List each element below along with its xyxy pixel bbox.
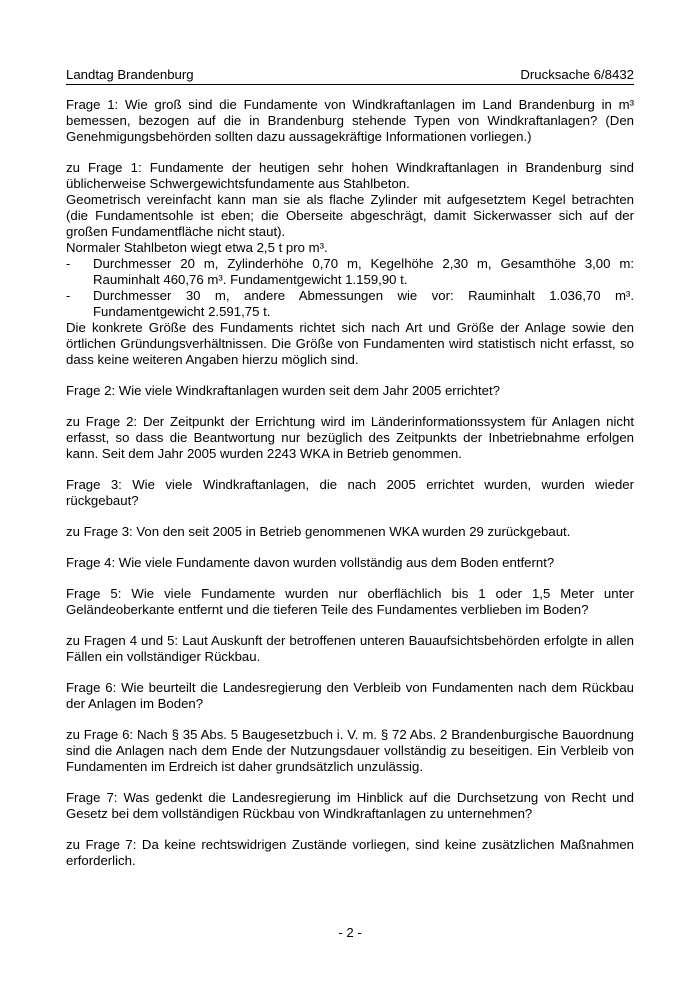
answer-1-outro: Die konkrete Größe des Fundaments richtet sich nach Art und Größe der Anlage sowie den örtlichen Gründungsverhältnissen. Die Größe von Fundamenten wird statistisch nicht erfasst, so dass keine weiteren Angaben hierzu möglich sind. <box>66 320 634 367</box>
answer-2: zu Frage 2: Der Zeitpunkt der Errichtung wird im Länderinformationssystem für Anlagen nicht erfasst, so dass die Beantwortung nur bezüglich des Zeitpunkts der Inbetriebnahme erfolgen kann. Seit dem Jahr 2005 wurden 2243 WKA in Betrieb genommen. <box>66 414 634 461</box>
question-3: Frage 3: Wie viele Windkraftanlagen, die nach 2005 errichtet wurden, wurden wieder rückgebaut? <box>66 477 634 508</box>
question-7: Frage 7: Was gedenkt die Landesregierung im Hinblick auf die Durchsetzung von Recht und Gesetz bei dem vollständigen Rückbau von Windkraftanlagen zu unternehmen? <box>66 790 634 821</box>
list-item <box>66 256 634 288</box>
list-item <box>66 288 634 320</box>
header-title: Landtag Brandenburg <box>66 67 194 82</box>
bullet-dash: - <box>66 256 71 271</box>
bullet-dash: - <box>66 288 71 303</box>
answer-1-geometry: Geometrisch vereinfacht kann man sie als flache Zylinder mit aufgesetztem Kegel betrachten (die Fundamentsohle ist eben; die Oberseite abgeschrägt, damit Sickerwasser sich auf der großen Fundamentfläche nicht staut). <box>66 192 634 239</box>
page-header <box>66 66 634 85</box>
document-number: Drucksache 6/8432 <box>520 67 634 82</box>
answer-7: zu Frage 7: Da keine rechtswidrigen Zustände vorliegen, sind keine zusätzlichen Maßnahmen erforderlich. <box>66 837 634 868</box>
document-body <box>66 97 634 869</box>
question-2: Frage 2: Wie viele Windkraftanlagen wurden seit dem Jahr 2005 errichtet? <box>66 383 500 398</box>
answer-1-intro: zu Frage 1: Fundamente der heutigen sehr hohen Windkraftanlagen in Brandenburg sind üblicherweise Schwergewichtsfundamente aus Stahlbeton. <box>66 160 634 191</box>
question-4: Frage 4: Wie viele Fundamente davon wurden vollständig aus dem Boden entfernt? <box>66 555 555 570</box>
page-number: - 2 - <box>338 925 362 940</box>
answer-4-5: zu Fragen 4 und 5: Laut Auskunft der betroffenen unteren Bauaufsichtsbehörden erfolgte in allen Fällen ein vollständiger Rückbau. <box>66 633 634 664</box>
question-5: Frage 5: Wie viele Fundamente wurden nur oberflächlich bis 1 oder 1,5 Meter unter Geländeoberkante entfernt und die tieferen Teile des Fundamentes verblieben im Boden? <box>66 586 634 617</box>
list-item-text: Durchmesser 30 m, andere Abmessungen wie vor: Rauminhalt 1.036,70 m³. Fundamentgewicht 2.591,75 t. <box>93 288 634 319</box>
answer-3: zu Frage 3: Von den seit 2005 in Betrieb genommenen WKA wurden 29 zurückgebaut. <box>66 524 571 539</box>
list-item-text: Durchmesser 20 m, Zylinderhöhe 0,70 m, Kegelhöhe 2,30 m, Gesamthöhe 3,00 m: Rauminhalt 460,76 m³. Fundamentgewicht 1.159,90 t. <box>93 256 634 287</box>
question-6: Frage 6: Wie beurteilt die Landesregierung den Verbleib von Fundamenten nach dem Rückbau der Anlagen im Boden? <box>66 680 634 711</box>
answer-1-weight: Normaler Stahlbeton wiegt etwa 2,5 t pro m³. <box>66 240 328 255</box>
question-1: Frage 1: Wie groß sind die Fundamente von Windkraftanlagen im Land Brandenburg in m³ bemessen, bezogen auf die in Brandenburg stehende Typen von Windkraftanlagen? (Den Genehmigungsbehörden sollten dazu aussagekräftige Informationen vorliegen.) <box>66 97 634 144</box>
answer-6: zu Frage 6: Nach § 35 Abs. 5 Baugesetzbuch i. V. m. § 72 Abs. 2 Brandenburgische Bauordnung sind die Anlagen nach dem Ende der Nutzungsdauer vollständig zu beseitigen. Ein Verbleib von Fundamenten im Erdreich ist daher grundsätzlich unzulässig. <box>66 727 634 774</box>
